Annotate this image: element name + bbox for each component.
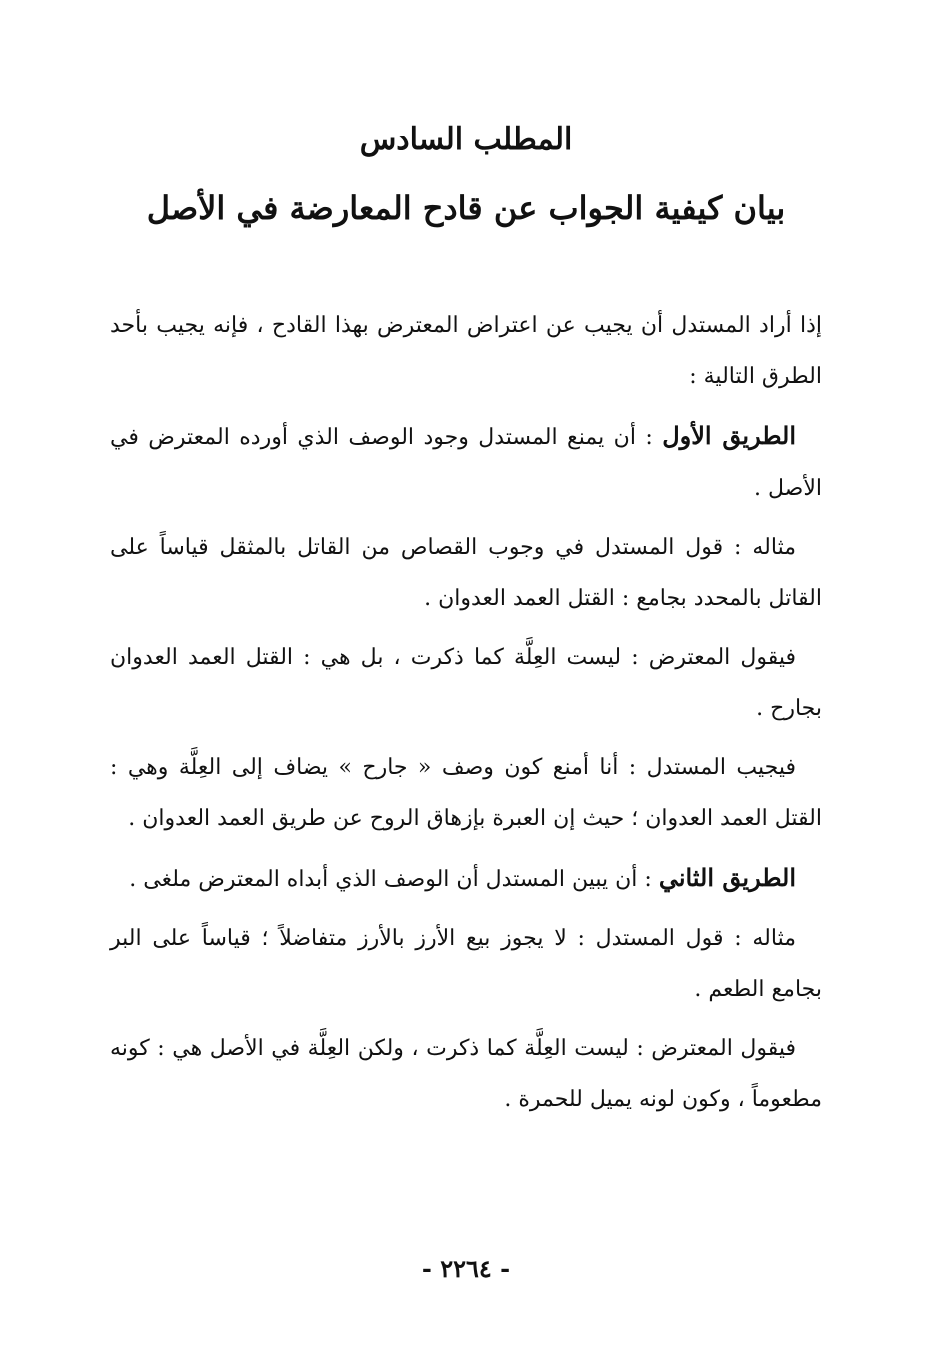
document-page <box>110 0 822 1366</box>
method-one-text: : أن يمنع المستدل وجود الوصف الذي أورده المعترض في الأصل . <box>110 425 822 501</box>
method-one-paragraph <box>110 410 822 514</box>
answer-one-paragraph: فيجيب المستدل : أنا أمنع كون وصف « جارح » يضاف إلى العِلَّة وهي : القتل العمد العدوان ؛ حيث إن العبرة بإزهاق الروح عن طريق العمد العدوان . <box>110 755 822 831</box>
objection-two-paragraph: فيقول المعترض : ليست العِلَّة كما ذكرت ، ولكن العِلَّة في الأصل هي : كونه مطعوماً ، وكون لونه يميل للحمرة . <box>110 1036 822 1112</box>
objection-one-paragraph: فيقول المعترض : ليست العِلَّة كما ذكرت ، بل هي : القتل العمد العدوان بجارح . <box>110 645 822 721</box>
method-two-text: : أن يبين المستدل أن الوصف الذي أبداه المعترض ملغى . <box>129 867 659 892</box>
example-one-paragraph: مثاله : قول المستدل في وجوب القصاص من القاتل بالمثقل قياساً على القاتل بالمحدد بجامع : القتل العمد العدوان . <box>110 535 822 611</box>
example-two-paragraph: مثاله : قول المستدل : لا يجوز بيع الأرز بالأرز متفاضلاً ؛ قياساً على البر بجامع الطعم . <box>110 926 822 1002</box>
method-two-paragraph <box>110 852 822 905</box>
method-one-label: الطريق الأول <box>662 421 797 450</box>
body-text <box>110 300 822 1133</box>
page-number: - ٢٢٦٤ - <box>421 1254 511 1283</box>
section-heading: المطلب السادس <box>359 122 573 157</box>
method-two-label: الطريق الثاني <box>658 863 796 892</box>
page-title: بيان كيفية الجواب عن قادح المعارضة في الأصل <box>146 189 786 227</box>
intro-paragraph: إذا أراد المستدل أن يجيب عن اعتراض المعترض بهذا القادح ، فإنه يجيب بأحد الطرق التالية : <box>110 313 822 389</box>
